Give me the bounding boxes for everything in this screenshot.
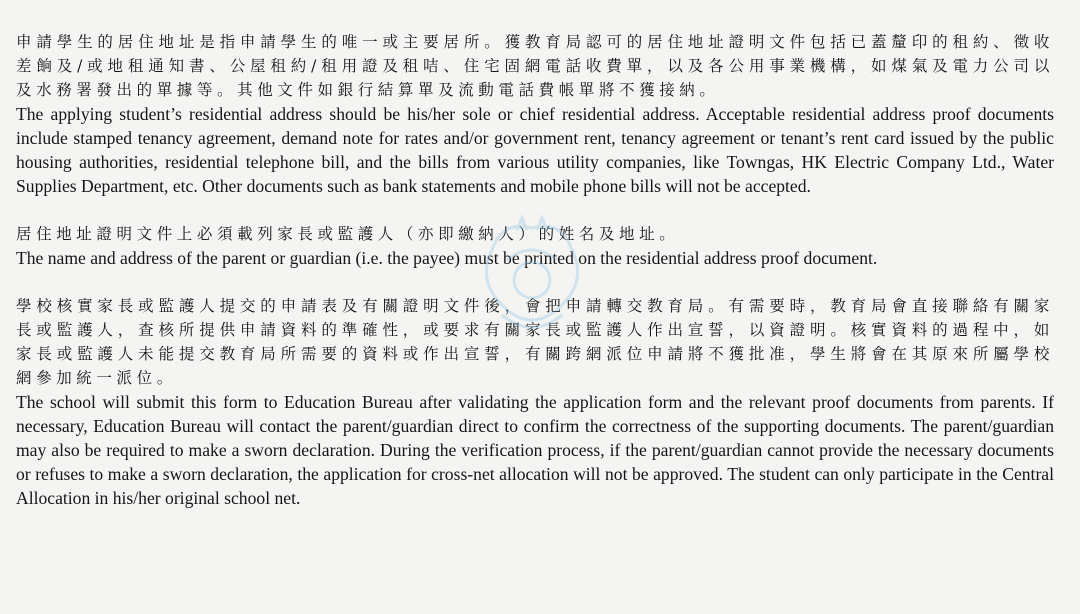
paragraph-verification bbox=[16, 294, 1054, 510]
paragraph-zh: 申請學生的居住地址是指申請學生的唯一或主要居所。獲教育局認可的居住地址證明文件包括已蓋釐印的租約、徵收差餉及/或地租通知書、公屋租約/租用證及租咭、住宅固網電話收費單，以及各公用事業機構，如煤氣及電力公司以及水務署發出的單據等。其他文件如銀行結算單及流動電話費帳單將不獲接納。 bbox=[16, 33, 1054, 99]
paragraph-en: The name and address of the parent or guardian (i.e. the payee) must be printed on the residential address proof document. bbox=[16, 248, 878, 268]
paragraph-en: The school will submit this form to Education Bureau after validating the application form and the relevant proof documents from parents. If necessary, Education Bureau will contact the parent/guardian direct to confirm the correctness of the supporting documents. The parent/guardian may also be required to make a sworn declaration. During the verification process, if the parent/guardian cannot provide the necessary documents or refuses to make a sworn declaration, the application for cross-net allocation will not be approved. The student can only participate in the Central Allocation in his/her original school net. bbox=[16, 392, 1054, 508]
paragraph-zh: 居住地址證明文件上必須載列家長或監護人（亦即繳納人）的姓名及地址。 bbox=[16, 225, 680, 243]
paragraph-residential-address bbox=[16, 30, 1054, 198]
paragraph-payee-name bbox=[16, 222, 1054, 270]
paragraph-zh: 學校核實家長或監護人提交的申請表及有關證明文件後，會把申請轉交教育局。有需要時，教育局會直接聯絡有關家長或監護人，查核所提供申請資料的準確性，或要求有關家長或監護人作出宣誓，以資證明。核實資料的過程中，如家長或監護人未能提交教育局所需要的資料或作出宣誓，有關跨網派位申請將不獲批准，學生將會在其原來所屬學校網參加統一派位。 bbox=[16, 297, 1054, 387]
paragraph-en: The applying student’s residential address should be his/her sole or chief residential address. Acceptable residential address proof documents include stamped tenancy agreement, demand note for rates and/or government rent, tenancy agreement or tenant’s rent card issued by the public housing authorities, residential telephone bill, and the bills from various utility companies, like Towngas, HK Electric Company Ltd., Water Supplies Department, etc. Other documents such as bank statements and mobile phone bills will not be accepted. bbox=[16, 104, 1054, 196]
